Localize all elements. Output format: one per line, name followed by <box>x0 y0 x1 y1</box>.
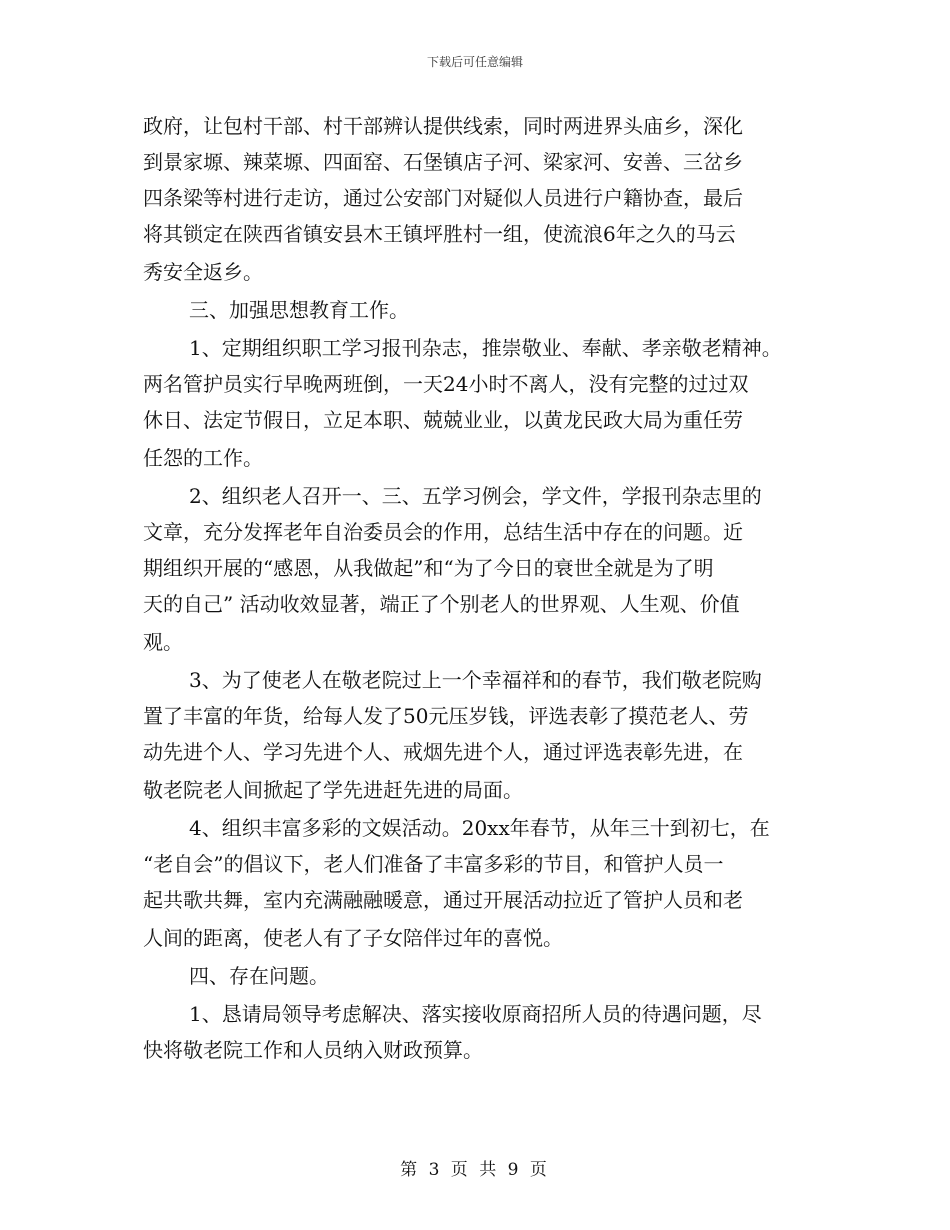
body-line: 四条梁等村进行走访，通过公安部门对疑似人员进行户籍协查，最后 <box>143 186 743 210</box>
body-line: 秀安全返乡。 <box>143 260 263 284</box>
paragraph-start: 4、组织丰富多彩的文娱活动。20xx年春节，从年三十到初七，在 <box>189 816 770 840</box>
paragraph-start: 1、定期组织职工学习报刊杂志，推崇敬业、奉献、孝亲敬老精神。 <box>189 336 782 360</box>
body-line: 起共歌共舞，室内充满融融暖意，通过开展活动拉近了管护人员和老 <box>143 888 743 912</box>
paragraph-start: 3、为了使老人在敬老院过上一个幸福祥和的春节，我们敬老院购 <box>189 668 762 692</box>
body-line: 观。 <box>143 630 183 654</box>
body-line: 期组织开展的“感恩，从我做起”和“为了今日的衰世全就是为了明 <box>143 556 714 580</box>
body-line: 人间的距离，使老人有了子女陪伴过年的喜悦。 <box>143 926 563 950</box>
section-heading: 四、存在问题。 <box>189 964 329 988</box>
body-line: 置了丰富的年货，给每人发了50元压岁钱，评选表彰了摸范老人、劳 <box>143 704 749 728</box>
page-header: 下载后可任意编辑 <box>426 55 523 69</box>
page-footer: 第 3 页 共 9 页 <box>400 1160 550 1180</box>
body-line: 两名管护员实行早晚两班倒，一天24小时不离人，没有完整的过过双 <box>143 372 749 396</box>
body-line: 敬老院老人间掀起了学先进赶先进的局面。 <box>143 778 523 802</box>
body-line: “老自会”的倡议下，老人们准备了丰富多彩的节目，和管护人员一 <box>143 852 724 876</box>
body-line: 到景家塬、辣菜塬、四面窑、石堡镇店子河、梁家河、安善、三岔乡 <box>143 150 743 174</box>
section-heading: 三、加强思想教育工作。 <box>189 298 409 322</box>
body-line: 文章，充分发挥老年自治委员会的作用，总结生活中存在的问题。近 <box>143 520 743 544</box>
body-line: 天的自己” 活动收效显著，端正了个别老人的世界观、人生观、价值 <box>143 592 740 616</box>
paragraph-start: 2、组织老人召开一、三、五学习例会，学文件，学报刊杂志里的 <box>189 484 762 508</box>
body-line: 动先进个人、学习先进个人、戒烟先进个人，通过评选表彰先进，在 <box>143 740 743 764</box>
body-line: 将其锁定在陕西省镇安县木王镇坪胜村一组，使流浪6年之久的马云 <box>143 222 736 246</box>
paragraph-start: 1、恳请局领导考虑解决、落实接收原商招所人员的待遇问题，尽 <box>189 1002 762 1026</box>
body-line: 任怨的工作。 <box>143 446 263 470</box>
body-line: 政府，让包村干部、村干部辨认提供线索，同时两进界头庙乡，深化 <box>143 114 743 138</box>
body-line: 休日、法定节假日，立足本职、兢兢业业，以黄龙民政大局为重任劳 <box>143 408 743 432</box>
body-line: 快将敬老院工作和人员纳入财政预算。 <box>143 1038 483 1062</box>
